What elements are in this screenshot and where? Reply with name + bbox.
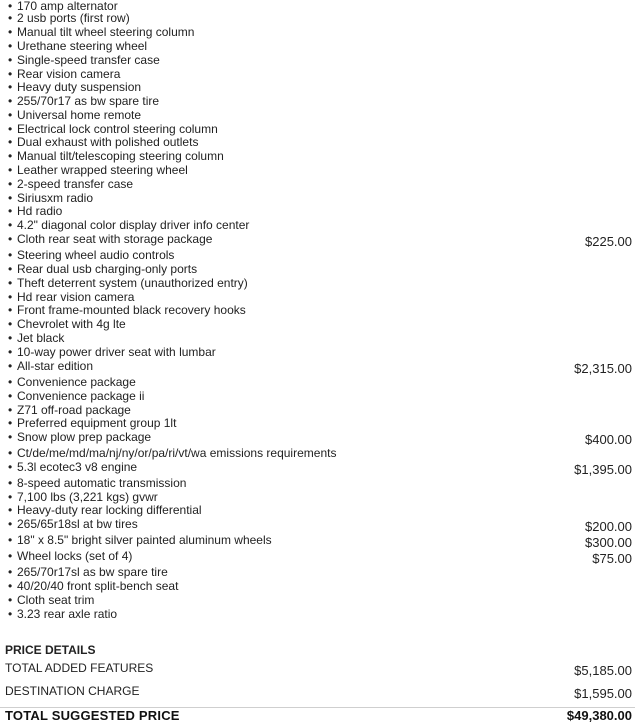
bullet-icon: • bbox=[8, 67, 13, 81]
feature-item bbox=[8, 534, 272, 547]
feature-item bbox=[8, 164, 188, 177]
feature-label: Z71 off-road package bbox=[17, 403, 131, 417]
total-suggested-price-label: TOTAL SUGGESTED PRICE bbox=[5, 708, 180, 723]
feature-label: Jet black bbox=[17, 331, 65, 345]
bullet-icon: • bbox=[8, 579, 13, 593]
feature-label: 2-speed transfer case bbox=[17, 177, 134, 191]
feature-label: 8-speed automatic transmission bbox=[17, 476, 187, 490]
feature-item bbox=[8, 150, 224, 163]
feature-item bbox=[8, 263, 197, 276]
bullet-icon: • bbox=[8, 607, 13, 621]
destination-charge-value: $1,595.00 bbox=[574, 686, 632, 701]
destination-charge-label: DESTINATION CHARGE bbox=[5, 684, 140, 698]
feature-item bbox=[8, 249, 174, 262]
feature-item bbox=[8, 81, 141, 94]
feature-label: 265/70r17sl as bw spare tire bbox=[17, 565, 168, 579]
bullet-icon: • bbox=[8, 389, 13, 403]
feature-label: Rear dual usb charging-only ports bbox=[17, 262, 198, 276]
bullet-icon: • bbox=[8, 204, 13, 218]
bullet-icon: • bbox=[8, 149, 13, 163]
feature-label: Hd radio bbox=[17, 204, 63, 218]
feature-item bbox=[8, 580, 178, 593]
bullet-icon: • bbox=[8, 39, 13, 53]
feature-item bbox=[8, 136, 198, 149]
bullet-icon: • bbox=[8, 533, 13, 547]
feature-item bbox=[8, 376, 136, 389]
bullet-icon: • bbox=[8, 163, 13, 177]
feature-label: 170 amp alternator bbox=[17, 0, 118, 13]
bullet-icon: • bbox=[8, 476, 13, 490]
feature-label: Hd rear vision camera bbox=[17, 290, 135, 304]
bullet-icon: • bbox=[8, 25, 13, 39]
feature-item bbox=[8, 518, 138, 531]
bullet-icon: • bbox=[8, 490, 13, 504]
feature-item bbox=[8, 504, 202, 517]
feature-item bbox=[8, 332, 64, 345]
bullet-icon: • bbox=[8, 177, 13, 191]
feature-label: Steering wheel audio controls bbox=[17, 248, 175, 262]
feature-label: Leather wrapped steering wheel bbox=[17, 163, 188, 177]
feature-label: Snow plow prep package bbox=[17, 430, 152, 444]
feature-price: $1,395.00 bbox=[574, 462, 632, 477]
total-added-features-value: $5,185.00 bbox=[574, 663, 632, 678]
feature-label: 40/20/40 front split-bench seat bbox=[17, 579, 179, 593]
feature-item bbox=[8, 417, 176, 430]
feature-label: Front frame-mounted black recovery hooks bbox=[17, 303, 246, 317]
bullet-icon: • bbox=[8, 218, 13, 232]
bullet-icon: • bbox=[8, 430, 13, 444]
feature-item bbox=[8, 205, 62, 218]
feature-item bbox=[8, 346, 216, 359]
feature-item bbox=[8, 277, 248, 290]
bullet-icon: • bbox=[8, 345, 13, 359]
bullet-icon: • bbox=[8, 248, 13, 262]
bullet-icon: • bbox=[8, 317, 13, 331]
feature-label: Convenience package bbox=[17, 375, 136, 389]
bullet-icon: • bbox=[8, 80, 13, 94]
bullet-icon: • bbox=[8, 135, 13, 149]
feature-item bbox=[8, 461, 137, 474]
bullet-icon: • bbox=[8, 517, 13, 531]
feature-price: $400.00 bbox=[585, 432, 632, 447]
feature-price: $200.00 bbox=[585, 519, 632, 534]
feature-item bbox=[8, 608, 117, 621]
feature-item bbox=[8, 219, 249, 232]
feature-label: Siriusxm radio bbox=[17, 191, 94, 205]
bullet-icon: • bbox=[8, 593, 13, 607]
feature-label: Wheel locks (set of 4) bbox=[17, 549, 133, 563]
bullet-icon: • bbox=[8, 416, 13, 430]
feature-label: 2 usb ports (first row) bbox=[17, 11, 130, 25]
feature-label: Electrical lock control steering column bbox=[17, 122, 218, 136]
bullet-icon: • bbox=[8, 375, 13, 389]
feature-label: Single-speed transfer case bbox=[17, 53, 160, 67]
feature-label: 5.3l ecotec3 v8 engine bbox=[17, 460, 138, 474]
feature-label: 7,100 lbs (3,221 kgs) gvwr bbox=[17, 490, 158, 504]
feature-item bbox=[8, 26, 194, 39]
bullet-icon: • bbox=[8, 53, 13, 67]
bullet-icon: • bbox=[8, 565, 13, 579]
feature-item bbox=[8, 304, 246, 317]
feature-item bbox=[8, 318, 126, 331]
feature-price: $75.00 bbox=[592, 551, 632, 566]
feature-item bbox=[8, 431, 151, 444]
feature-label: Dual exhaust with polished outlets bbox=[17, 135, 199, 149]
bullet-icon: • bbox=[8, 191, 13, 205]
feature-label: Manual tilt/telescoping steering column bbox=[17, 149, 224, 163]
feature-label: Convenience package ii bbox=[17, 389, 145, 403]
bullet-icon: • bbox=[8, 94, 13, 108]
feature-label: 10-way power driver seat with lumbar bbox=[17, 345, 216, 359]
feature-item bbox=[8, 54, 160, 67]
bullet-icon: • bbox=[8, 276, 13, 290]
bullet-icon: • bbox=[8, 331, 13, 345]
bullet-icon: • bbox=[8, 460, 13, 474]
feature-item bbox=[8, 566, 168, 579]
feature-item bbox=[8, 40, 147, 53]
feature-label: Theft deterrent system (unauthorized entry) bbox=[17, 276, 248, 290]
bullet-icon: • bbox=[8, 403, 13, 417]
price-details-heading: PRICE DETAILS bbox=[5, 643, 96, 657]
feature-item bbox=[8, 447, 336, 460]
feature-item bbox=[8, 594, 94, 607]
feature-label: Universal home remote bbox=[17, 108, 142, 122]
bullet-icon: • bbox=[8, 503, 13, 517]
feature-label: 18" x 8.5" bright silver painted aluminum wheels bbox=[17, 533, 272, 547]
feature-label: Heavy duty suspension bbox=[17, 80, 142, 94]
total-added-features-label: TOTAL ADDED FEATURES bbox=[5, 661, 154, 675]
feature-label: Urethane steering wheel bbox=[17, 39, 148, 53]
feature-label: Cloth seat trim bbox=[17, 593, 95, 607]
bullet-icon: • bbox=[8, 359, 13, 373]
bullet-icon: • bbox=[8, 446, 13, 460]
feature-label: 4.2" diagonal color display driver info center bbox=[17, 218, 250, 232]
bullet-icon: • bbox=[8, 122, 13, 136]
feature-item bbox=[8, 390, 144, 403]
bullet-icon: • bbox=[8, 549, 13, 563]
feature-item bbox=[8, 233, 212, 246]
bullet-icon: • bbox=[8, 11, 13, 25]
feature-price: $300.00 bbox=[585, 535, 632, 550]
bullet-icon: • bbox=[8, 232, 13, 246]
feature-item bbox=[8, 178, 133, 191]
bullet-icon: • bbox=[8, 262, 13, 276]
bullet-icon: • bbox=[8, 303, 13, 317]
bullet-icon: • bbox=[8, 0, 13, 13]
feature-label: All-star edition bbox=[17, 359, 94, 373]
feature-label: 3.23 rear axle ratio bbox=[17, 607, 118, 621]
bullet-icon: • bbox=[8, 108, 13, 122]
feature-label: Preferred equipment group 1lt bbox=[17, 416, 177, 430]
feature-label: Ct/de/me/md/ma/nj/ny/or/pa/ri/vt/wa emissions requirements bbox=[17, 446, 337, 460]
feature-label: Rear vision camera bbox=[17, 67, 121, 81]
feature-label: Heavy-duty rear locking differential bbox=[17, 503, 202, 517]
feature-item bbox=[8, 95, 159, 108]
feature-label: 255/70r17 as bw spare tire bbox=[17, 94, 160, 108]
feature-label: 265/65r18sl at bw tires bbox=[17, 517, 138, 531]
feature-label: Chevrolet with 4g lte bbox=[17, 317, 126, 331]
feature-price: $2,315.00 bbox=[574, 361, 632, 376]
feature-label: Manual tilt wheel steering column bbox=[17, 25, 195, 39]
feature-item bbox=[8, 360, 93, 373]
total-suggested-price-value: $49,380.00 bbox=[566, 708, 632, 723]
feature-item bbox=[8, 12, 130, 25]
feature-item bbox=[8, 477, 186, 490]
feature-item bbox=[8, 550, 132, 563]
feature-price: $225.00 bbox=[585, 234, 632, 249]
bullet-icon: • bbox=[8, 290, 13, 304]
feature-item bbox=[8, 109, 141, 122]
feature-label: Cloth rear seat with storage package bbox=[17, 232, 213, 246]
